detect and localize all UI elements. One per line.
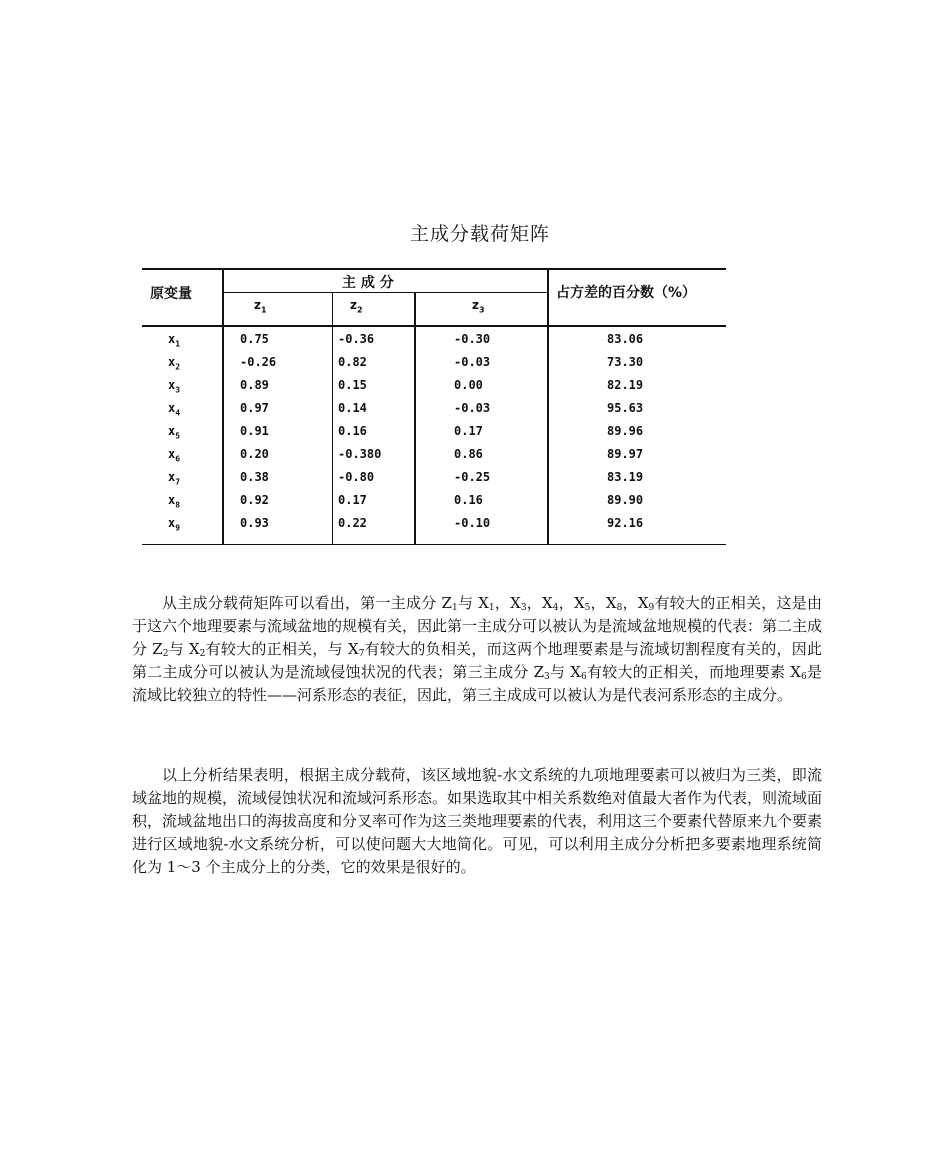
header-bottom-rule <box>142 325 726 327</box>
header-variance-percent: 占方差的百分数（%） <box>556 285 697 301</box>
table-cell-z2: -0.380 <box>338 447 382 461</box>
table-cell-z2: -0.80 <box>338 470 375 484</box>
paragraph-conclusion: 以上分析结果表明，根据主成分载荷，该区域地貌-水文系统的九项地理要素可以被归为三类，即流域盆地的规模，流域侵蚀状况和流域河系形态。如果选取其中相关系数绝对值最大者作为代表，则流域面积，流域盆地出口的海拔高度和分叉率可作为这三类地理要素的代表，利用这三个要素代替原来九个要素进行区域地貌-水文系统分析，可以使问题大大地简化。可见，可以利用主成分分析把多要素地理系统简化为 1～3 个主成分上的分类，它的效果是很好的。 <box>132 766 823 876</box>
table-cell-pct: 89.97 <box>607 447 644 461</box>
table-title: 主成分载荷矩阵 <box>409 223 550 245</box>
column-divider-2 <box>332 292 333 545</box>
row-variable-label: $x_6$ <box>168 447 181 464</box>
table-cell-z3: 0.16 <box>454 493 483 507</box>
table-cell-z3: -0.03 <box>454 355 491 369</box>
table-cell-z1: 0.93 <box>240 516 269 530</box>
table-cell-z3: 0.00 <box>454 378 483 392</box>
table-cell-z3: -0.10 <box>454 516 491 530</box>
row-variable-label: $x_4$ <box>168 401 181 418</box>
paragraph-interpretation: 从主成分载荷矩阵可以看出，第一主成分 $Z_1$与 $X_1$，$X_3$，$X_4$，$X_5$，$X_8$，$X_9$有较大的正相关，这是由于这六个地理要素与流域盆地的规模有关，因此第一主成分可以被认为是流域盆地规模的代表：第二主成分 $Z_2$与 $X_2$有较大的正相关，与 $X_7$有较大的负相关，而这两个地理要素是与流域切割程度有关的，因此第二主成分可以被认为是流域侵蚀状况的代表；第三主成分 $Z_3$与 $X_6$有较大的正相关，而地理要素 $X_6$是流域比较独立的特性——河系形态的表征，因此，第三主成成可以被认为是代表河系形态的主成分。 <box>132 594 823 704</box>
table-cell-z1: 0.38 <box>240 470 269 484</box>
table-cell-z1: 0.75 <box>240 332 269 346</box>
row-variable-label: $x_7$ <box>168 470 181 487</box>
table-cell-pct: 73.30 <box>607 355 644 369</box>
row-variable-label: $x_5$ <box>168 424 181 441</box>
header-z3: $z_3$ <box>472 298 485 315</box>
table-bottom-rule <box>142 544 726 545</box>
row-variable-label: $x_2$ <box>168 355 181 372</box>
table-cell-z3: 0.17 <box>454 424 483 438</box>
table-cell-pct: 83.19 <box>607 470 644 484</box>
header-principal-components: 主 成 分 <box>342 275 394 291</box>
row-variable-label: $x_1$ <box>168 332 181 349</box>
table-cell-z2: -0.36 <box>338 332 375 346</box>
column-divider-4 <box>547 268 549 545</box>
column-divider-1 <box>222 268 224 545</box>
table-cell-z1: -0.26 <box>240 355 277 369</box>
table-cell-z2: 0.82 <box>338 355 367 369</box>
row-variable-label: $x_9$ <box>168 516 181 533</box>
column-divider-3 <box>414 292 416 545</box>
table-cell-z1: 0.20 <box>240 447 269 461</box>
row-variable-label: $x_8$ <box>168 493 181 510</box>
table-cell-pct: 82.19 <box>607 378 644 392</box>
table-cell-z2: 0.17 <box>338 493 367 507</box>
table-cell-pct: 95.63 <box>607 401 644 415</box>
row-variable-label: $x_3$ <box>168 378 181 395</box>
table-cell-z2: 0.16 <box>338 424 367 438</box>
table-cell-z3: -0.25 <box>454 470 491 484</box>
table-cell-z1: 0.92 <box>240 493 269 507</box>
table-cell-pct: 89.90 <box>607 493 644 507</box>
table-cell-z1: 0.91 <box>240 424 269 438</box>
table-cell-pct: 83.06 <box>607 332 644 346</box>
table-top-rule <box>142 268 726 270</box>
header-z2: $z_2$ <box>350 298 363 315</box>
table-cell-pct: 92.16 <box>607 516 644 530</box>
header-z1: $z_1$ <box>254 298 267 315</box>
table-cell-z2: 0.22 <box>338 516 367 530</box>
table-cell-pct: 89.96 <box>607 424 644 438</box>
table-cell-z2: 0.14 <box>338 401 367 415</box>
table-cell-z3: -0.30 <box>454 332 491 346</box>
table-cell-z3: -0.03 <box>454 401 491 415</box>
table-cell-z2: 0.15 <box>338 378 367 392</box>
component-subheader-rule <box>222 292 548 293</box>
header-original-variable: 原变量 <box>150 286 192 302</box>
table-cell-z1: 0.89 <box>240 378 269 392</box>
table-cell-z1: 0.97 <box>240 401 269 415</box>
loading-matrix-table <box>142 268 726 546</box>
table-cell-z3: 0.86 <box>454 447 483 461</box>
